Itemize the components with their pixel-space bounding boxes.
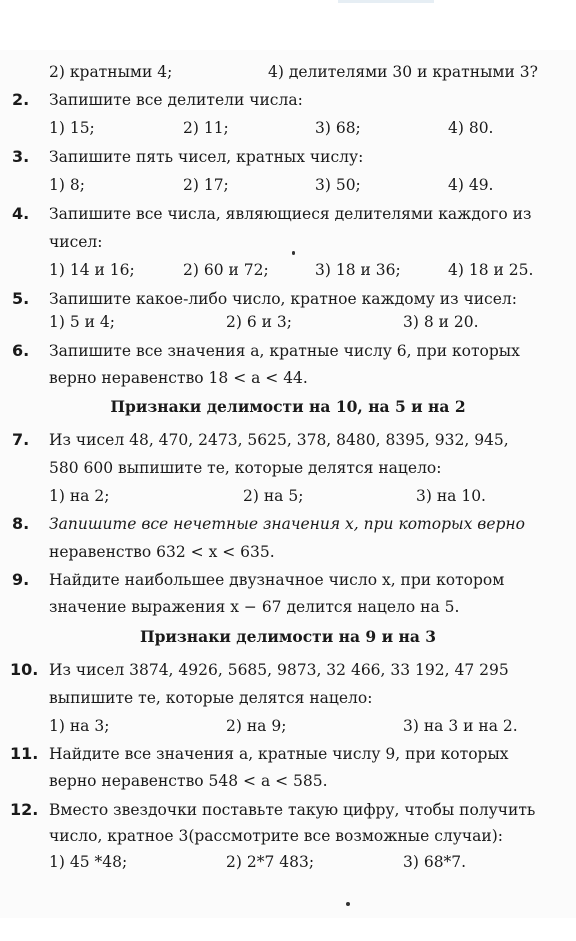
task-10-option-2: 2) на 9; [226,717,287,735]
task-4-text-line-1: Запишите все числа, являющиеся делителями каждого из [49,205,532,223]
task-10-text-line-2: выпишите те, которые делятся нацело: [49,689,373,707]
task-11-text-line-1: Найдите все значения a, кратные числу 9, при которых [49,745,509,763]
task-12-option-3: 3) 68*7. [403,853,467,871]
task-10-option-3: 3) на 3 и на 2. [403,717,518,735]
task-number-8: 8. [12,514,30,533]
task-8-text-line-1: Запишите все нечетные значения x, при которых верно [49,515,525,533]
task-number-7: 7. [12,430,30,449]
task-number-2: 2. [12,90,30,109]
print-speck [346,902,350,906]
task-5-option-3: 3) 8 и 20. [403,313,479,331]
task-12-text-line-2: число, кратное 3(рассмотрите все возможные случаи): [49,827,503,845]
task-number-5: 5. [12,289,30,308]
task-number-9: 9. [12,570,30,589]
task-2-option-2: 2) 11; [183,119,229,137]
task-8-text-line-2: неравенство 632 < x < 635. [49,543,275,561]
task-6-text-line-1: Запишите все значения a, кратные числу 6, при которых [49,342,520,360]
task-3-option-1: 1) 8; [49,176,85,194]
intro-option-2: 2) кратными 4; [49,63,173,81]
task-10-option-1: 1) на 3; [49,717,110,735]
task-number-12: 12. [10,800,39,819]
task-4-option-4: 4) 18 и 25. [448,261,534,279]
task-3-option-3: 3) 50; [315,176,361,194]
intro-option-4: 4) делителями 30 и кратными 3? [268,63,538,81]
task-2-option-3: 3) 68; [315,119,361,137]
task-7-option-2: 2) на 5; [243,487,304,505]
section-heading-div-10-5-2: Признаки делимости на 10, на 5 и на 2 [110,397,466,416]
task-5-option-2: 2) 6 и 3; [226,313,292,331]
task-4-option-2: 2) 60 и 72; [183,261,269,279]
task-5-text: Запишите какое-либо число, кратное каждому из чисел: [49,290,517,308]
task-4-option-3: 3) 18 и 36; [315,261,401,279]
task-6-text-line-2: верно неравенство 18 < a < 44. [49,369,308,387]
bottom-margin [0,918,576,941]
task-number-11: 11. [10,744,39,763]
section-heading-div-9-3: Признаки делимости на 9 и на 3 [139,627,437,646]
task-11-text-line-2: верно неравенство 548 < a < 585. [49,772,328,790]
task-3-text: Запишите пять чисел, кратных числу: [49,148,364,166]
task-number-6: 6. [12,341,30,360]
task-4-option-1: 1) 14 и 16; [49,261,135,279]
task-number-10: 10. [10,660,39,679]
task-12-text-line-1: Вместо звездочки поставьте такую цифру, чтобы получить [49,801,536,819]
task-3-option-2: 2) 17; [183,176,229,194]
task-5-option-1: 1) 5 и 4; [49,313,115,331]
task-2-option-1: 1) 15; [49,119,95,137]
task-2-text: Запишите все делители числа: [49,91,303,109]
task-12-option-1: 1) 45 *48; [49,853,128,871]
task-7-text-line-1: Из чисел 48, 470, 2473, 5625, 378, 8480, 8395, 932, 945, [49,431,509,449]
task-number-3: 3. [12,147,30,166]
task-9-text-line-1: Найдите наибольшее двузначное число x, при котором [49,571,505,589]
top-accent-strip [338,0,434,3]
print-speck [292,251,295,255]
task-12-option-2: 2) 2*7 483; [226,853,315,871]
task-7-option-3: 3) на 10. [416,487,486,505]
task-10-text-line-1: Из чисел 3874, 4926, 5685, 9873, 32 466, 33 192, 47 295 [49,661,509,679]
task-2-option-4: 4) 80. [448,119,494,137]
task-number-4: 4. [12,204,30,223]
task-4-text-line-2: чисел: [49,233,103,251]
task-3-option-4: 4) 49. [448,176,494,194]
task-9-text-line-2: значение выражения x − 67 делится нацело на 5. [49,598,460,616]
task-7-text-line-2: 580 600 выпишите те, которые делятся нацело: [49,459,442,477]
task-7-option-1: 1) на 2; [49,487,110,505]
top-margin [0,0,576,50]
